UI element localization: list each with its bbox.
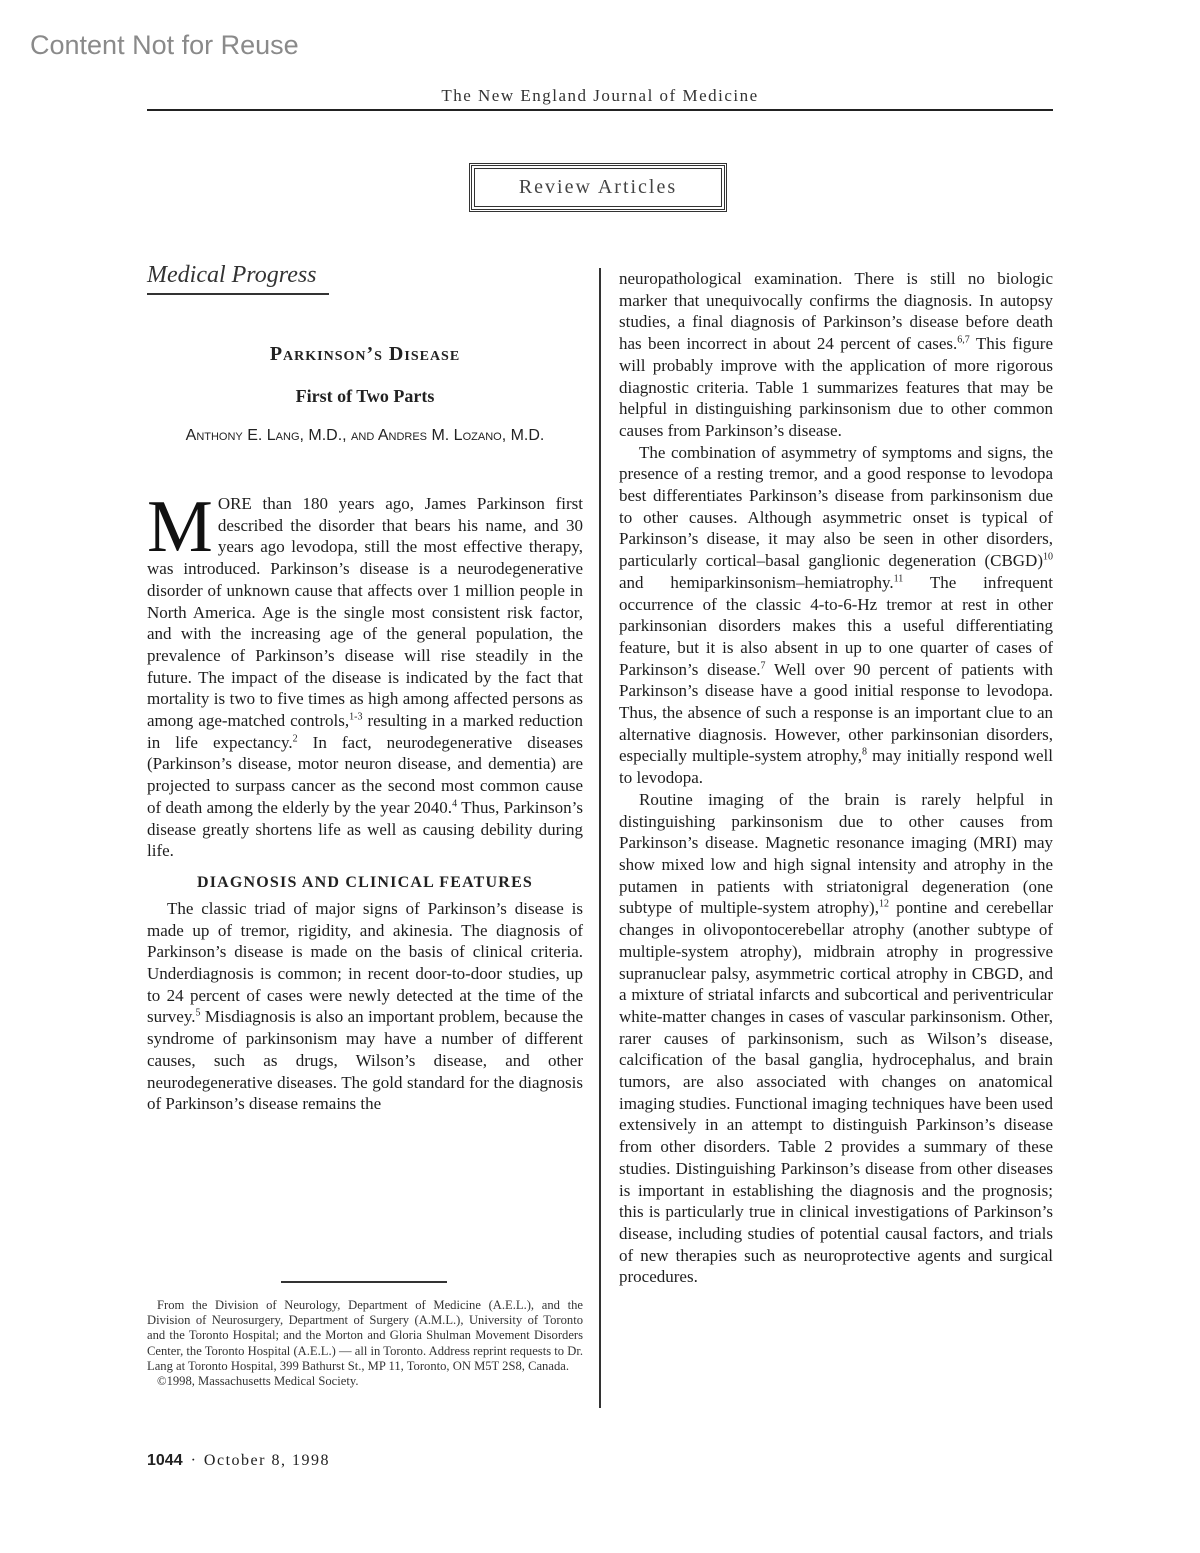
page-footer	[147, 1452, 330, 1470]
reference-marker: 7	[760, 660, 766, 671]
reference-marker: 4	[452, 798, 458, 810]
reference-marker: 2	[292, 733, 298, 745]
right-column	[599, 268, 1053, 1408]
footnote-divider	[281, 1281, 447, 1283]
page-number: 1044	[147, 1452, 183, 1469]
issue-date: October 8, 1998	[203, 1452, 330, 1469]
footer-separator: ·	[190, 1452, 196, 1469]
article-title: Parkinson’s Disease	[269, 343, 461, 365]
journal-running-header: The New England Journal of Medicine	[147, 86, 1053, 111]
reference-marker: 1-3	[349, 711, 363, 723]
reference-marker: 11	[893, 573, 904, 585]
watermark-text: Content Not for Reuse	[30, 30, 299, 60]
copyright-text: ©1998, Massachusetts Medical Society.	[157, 1374, 359, 1389]
drop-cap: M	[147, 486, 213, 568]
reference-marker: 8	[861, 746, 867, 758]
author-affiliation-footnote	[147, 1298, 583, 1389]
left-column	[147, 262, 583, 1115]
lead-paragraph: MORE than 180 years ago, James Parkinson first described the disorder that bears his name, and 30 years ago levodopa, still the most effective therapy, was introduced. Parkinson’s disease is a neurodegenerative disorder of unknown cause that affects over 1 million people in North America. Age is the single most consistent risk factor, and with the increasing age of the general population, the prevalence of Parkinson’s disease will rise steadily in the future. The impact of the disease is indicated by the fact that mortality is two to five times as high among affected persons as among age-matched controls,$^{1-3}$ resulting in a marked reduction in life expectancy.$^2$ In fact, neurodegenerative diseases (Parkinson’s disease, motor neuron disease, and dementia) are projected to surpass cancer as the second most common cause of death among the elderly by the year 2040.$^4$ Thus, Parkinson’s disease greatly shortens life as well as causing debility during life.	[147, 486, 584, 861]
section-heading: DIAGNOSIS AND CLINICAL FEATURES	[196, 873, 534, 891]
article-authors: Anthony E. Lang, M.D., and Andres M. Lozano, M.D.	[185, 427, 545, 444]
affiliation-text: From the Division of Neurology, Department of Medicine (A.E.L.), and the Division of Neurosurgery, Department of Surgery (A.M.L.), University of Toronto and the Toronto Hospital; and the Morton and Gloria Shulman Movement Disorders Center, the Toronto Hospital (A.E.L.) — all in Toronto. Address reprint requests to Dr. Lang at Toronto Hospital, 399 Bathurst St., MP 11, Toronto, ON M5T 2S8, Canada.	[147, 1298, 583, 1373]
section-label: Review Articles	[474, 168, 722, 207]
body-paragraph: neuropathological examination. There is still no biologic marker that unequivocally confirms the diagnosis. In autopsy studies, a final diagnosis of Parkinson’s disease before death has been incorrect in about 24 percent of cases.$^{6,7}$ This figure will probably improve with the application of more rigorous diagnostic criteria. Table 1 summarizes features that may be helpful in distinguishing parkinsonism due to other common causes from Parkinson’s disease.	[619, 269, 1053, 440]
reference-marker: 12	[878, 898, 889, 910]
diagnosis-paragraph: The classic triad of major signs of Parkinson’s disease is made up of tremor, rigidity, and akinesia. The diagnosis of Parkinson’s disease is made on the basis of clinical criteria. Underdiagnosis is common; in recent door-to-door studies, up to 24 percent of cases were newly detected at the time of the survey.$^5$ Misdiagnosis is also an important problem, because the syndrome of parkinsonism may have a number of different causes, such as drugs, Wilson’s disease, and other neurodegenerative diseases. The gold standard for the diagnosis of Parkinson’s disease remains the	[147, 898, 583, 1114]
body-paragraph: The combination of asymmetry of symptoms and signs, the presence of a resting tremor, and a good response to levodopa best differentiates Parkinson’s disease from parkinsonism due to other causes. Although asymmetric onset is typical of Parkinson’s disease, it may also be seen in other disorders, particularly cortical–basal ganglionic degeneration (CBGD)$^{10}$ and hemiparkinsonism–hemiatrophy.$^{11}$ The infrequent occurrence of the classic 4-to-6-Hz tremor at rest in other parkinsonian disorders makes this a useful differentiating feature, but it is also absent in up to one quarter of cases of Parkinson’s disease.$^7$ Well over 90 percent of patients with Parkinson’s disease have a good initial response to levodopa. Thus, the absence of such a response is an important clue to an alternative diagnosis. However, other parkinsonian disorders, especially multiple-system atrophy,$^8$ may initially respond well to levodopa.	[619, 442, 1054, 788]
reference-marker: 6,7	[957, 334, 970, 346]
body-paragraph: Routine imaging of the brain is rarely helpful in distinguishing parkinsonism due to other causes from Parkinson’s disease. Magnetic resonance imaging (MRI) may show mixed low and high signal intensity and atrophy in the putamen in patients with striatonigral degeneration (one subtype of multiple-system atrophy),$^{12}$ pontine and cerebellar changes in olivopontocerebellar atrophy (another subtype of multiple-system atrophy), midbrain atrophy in progressive supranuclear palsy, asymmetric cortical atrophy in CBGD, and a mixture of striatal infarcts and subcortical and periventricular white-matter changes in cases of vascular parkinsonism. Other, rarer causes of parkinsonism, such as Wilson’s disease, calcification of the basal ganglia, hydrocephalus, and brain tumors, are also associated with changes on anatomical imaging studies. Functional imaging techniques have been used extensively in an attempt to distinguish Parkinson’s disease from other disorders. Table 2 provides a summary of these studies. Distinguishing Parkinson’s disease from other diseases is important in establishing the diagnosis and the prognosis; this is particularly true in clinical investigations of Parkinson’s disease, including studies of potential causal factors, and trials of new therapies such as neuroprotective agents and surgical procedures.	[619, 789, 1053, 1287]
article-subtitle: First of Two Parts	[295, 386, 435, 406]
reference-marker: 5	[195, 1007, 201, 1019]
reference-marker: 10	[1043, 551, 1053, 563]
section-label-box	[469, 163, 727, 212]
article-kicker: Medical Progress	[147, 262, 329, 295]
